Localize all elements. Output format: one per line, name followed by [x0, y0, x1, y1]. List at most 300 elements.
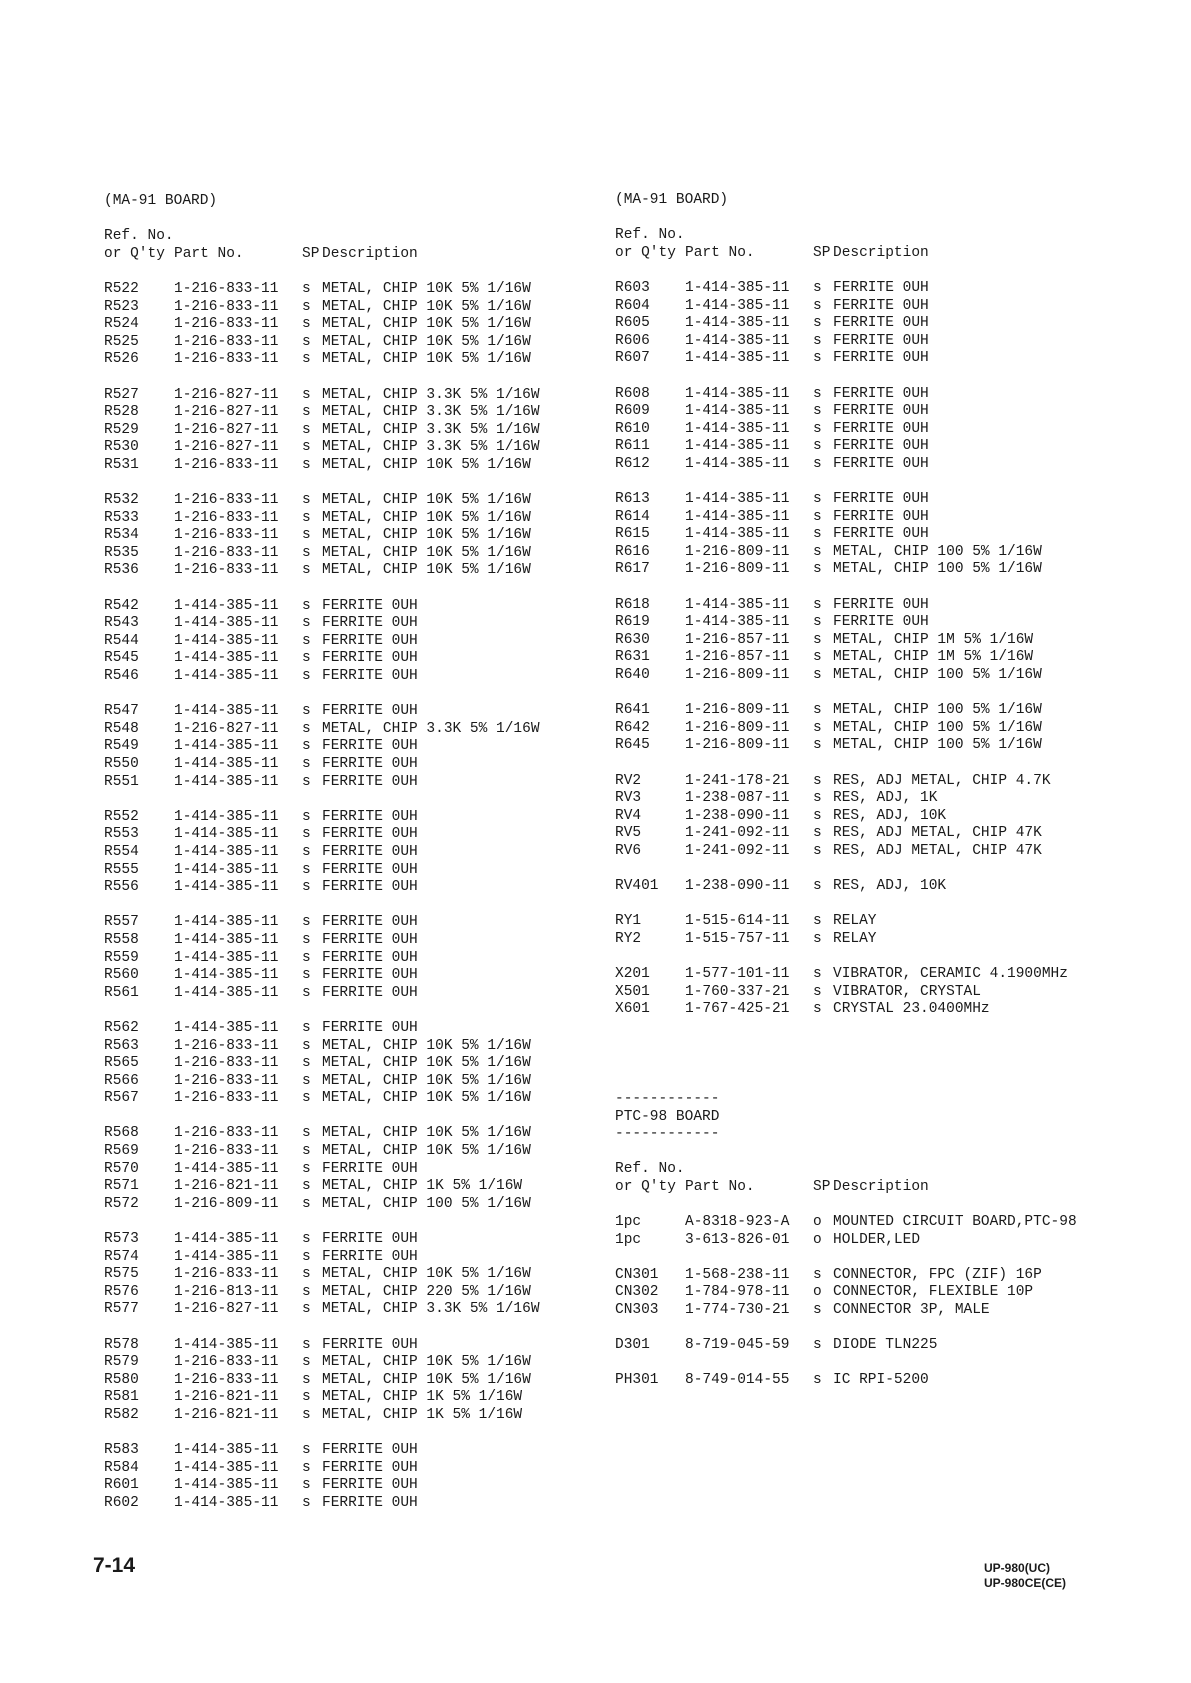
description: FERRITE 0UH [322, 1248, 418, 1265]
part-number: 1-760-337-21 [685, 983, 790, 1000]
board-title: (MA-91 BOARD) [615, 192, 729, 208]
part-row [104, 281, 604, 299]
part-number: 1-414-385-11 [685, 297, 790, 314]
description: METAL, CHIP 10K 5% 1/16W [322, 1055, 531, 1072]
description: METAL, CHIP 10K 5% 1/16W [322, 1354, 531, 1371]
ref-number: R606 [615, 332, 650, 349]
description: METAL, CHIP 100 5% 1/16W [833, 702, 1042, 719]
ref-number: R543 [104, 615, 139, 632]
sp-code: s [813, 526, 822, 543]
description: METAL, CHIP 100 5% 1/16W [833, 561, 1042, 578]
ref-number: R578 [104, 1336, 139, 1353]
ref-number: R570 [104, 1160, 139, 1177]
part-group [615, 491, 1175, 579]
part-row [104, 1372, 604, 1390]
part-number: 1-414-385-11 [174, 826, 279, 843]
part-row [615, 773, 1175, 791]
sp-code: s [302, 439, 311, 456]
divider-dashes: ------------ [615, 1126, 720, 1143]
part-number: 1-414-385-11 [174, 650, 279, 667]
part-number: 1-216-809-11 [685, 719, 790, 736]
description: METAL, CHIP 10K 5% 1/16W [322, 544, 531, 561]
sp-code: s [302, 280, 311, 297]
description: METAL, CHIP 10K 5% 1/16W [322, 1371, 531, 1388]
part-number: 1-414-385-11 [174, 738, 279, 755]
part-number: 1-414-385-11 [174, 931, 279, 948]
part-number: 1-238-087-11 [685, 790, 790, 807]
description: FERRITE 0UH [833, 279, 929, 296]
ref-number: R556 [104, 879, 139, 896]
ref-number: R542 [104, 597, 139, 614]
part-number: 1-767-425-21 [685, 1001, 790, 1018]
model-line-1: UP-980(UC) [984, 1561, 1051, 1575]
ref-number: R533 [104, 509, 139, 526]
part-number: 1-414-385-11 [685, 315, 790, 332]
part-row [104, 756, 604, 774]
part-number: 1-577-101-11 [685, 966, 790, 983]
column-header-line1: Ref. No. [615, 227, 685, 244]
sp-code: s [302, 1072, 311, 1089]
part-row [104, 422, 604, 440]
part-number: A-8318-923-A [685, 1214, 790, 1231]
ref-number: R584 [104, 1459, 139, 1476]
sp-code: s [813, 455, 822, 472]
part-row [104, 387, 604, 405]
ref-number: R612 [615, 455, 650, 472]
part-row [104, 404, 604, 422]
part-number: 1-216-833-11 [174, 1037, 279, 1054]
part-group [615, 773, 1175, 861]
part-number: 1-414-385-11 [174, 1336, 279, 1353]
part-row [615, 491, 1175, 509]
board-title: (MA-91 BOARD) [104, 193, 218, 209]
ref-number: R640 [615, 667, 650, 684]
sp-code: s [302, 1019, 311, 1036]
ref-number: R618 [615, 596, 650, 613]
sp-code: s [813, 315, 822, 332]
part-number: 1-414-385-11 [685, 526, 790, 543]
description: FERRITE 0UH [322, 808, 418, 825]
sp-code: s [813, 719, 822, 736]
ref-number: RV401 [615, 878, 659, 895]
description: METAL, CHIP 100 5% 1/16W [833, 543, 1042, 560]
sp-code: s [813, 1266, 822, 1283]
part-row [615, 667, 1175, 685]
description: DIODE TLN225 [833, 1337, 938, 1354]
sp-code: s [813, 1372, 822, 1389]
description: RELAY [833, 913, 877, 930]
divider-dashes: ------------ [615, 1090, 720, 1107]
ref-number: R531 [104, 456, 139, 473]
description: METAL, CHIP 1M 5% 1/16W [833, 649, 1034, 666]
part-number: 1-216-833-11 [174, 1354, 279, 1371]
ref-number: R524 [104, 316, 139, 333]
ref-number: R579 [104, 1354, 139, 1371]
part-number: 1-216-809-11 [685, 667, 790, 684]
part-row [615, 649, 1175, 667]
part-number: 1-414-385-11 [174, 668, 279, 685]
part-row [104, 1284, 604, 1302]
part-group [615, 702, 1175, 755]
sp-code: s [302, 1301, 311, 1318]
sp-code: s [302, 1459, 311, 1476]
ref-number: R631 [615, 649, 650, 666]
ref-number: R547 [104, 703, 139, 720]
description: CRYSTAL 23.0400MHz [833, 1001, 990, 1018]
part-number: 1-238-090-11 [685, 807, 790, 824]
description: METAL, CHIP 3.3K 5% 1/16W [322, 421, 540, 438]
ref-number: R611 [615, 438, 650, 455]
ref-number: R619 [615, 614, 650, 631]
part-row [615, 526, 1175, 544]
sp-code: s [302, 843, 311, 860]
ref-number: R530 [104, 439, 139, 456]
description: FERRITE 0UH [833, 297, 929, 314]
part-row [104, 545, 604, 563]
ref-number: X501 [615, 983, 650, 1000]
description: FERRITE 0UH [322, 984, 418, 1001]
part-number: 1-414-385-11 [174, 1442, 279, 1459]
part-number: 1-216-833-11 [174, 1125, 279, 1142]
part-number: 1-216-827-11 [174, 439, 279, 456]
ref-number: PH301 [615, 1372, 659, 1389]
part-number: 1-414-385-11 [174, 1459, 279, 1476]
description: FERRITE 0UH [322, 843, 418, 860]
part-row [615, 1284, 1175, 1302]
part-row [615, 931, 1175, 949]
sp-code: s [302, 544, 311, 561]
part-row [615, 350, 1175, 368]
part-number: 1-216-833-11 [174, 1371, 279, 1388]
part-row [615, 913, 1175, 931]
part-row [104, 1196, 604, 1214]
header-sp: SP [813, 244, 831, 261]
part-row [104, 1337, 604, 1355]
part-row [615, 1267, 1175, 1285]
sp-code: s [302, 509, 311, 526]
part-number: 1-414-385-11 [685, 279, 790, 296]
part-number: 1-216-833-11 [174, 333, 279, 350]
description: RES, ADJ METAL, CHIP 47K [833, 825, 1042, 842]
sp-code: s [302, 773, 311, 790]
description: FERRITE 0UH [322, 615, 418, 632]
part-group [104, 809, 604, 897]
sp-code: s [813, 913, 822, 930]
part-row [104, 527, 604, 545]
sp-code: s [813, 297, 822, 314]
part-number: 1-216-833-11 [174, 527, 279, 544]
ref-number: R610 [615, 420, 650, 437]
part-number: 1-414-385-11 [174, 843, 279, 860]
part-row [104, 1020, 604, 1038]
description: FERRITE 0UH [833, 350, 929, 367]
part-number: 1-216-833-11 [174, 351, 279, 368]
description: METAL, CHIP 3.3K 5% 1/16W [322, 1301, 540, 1318]
part-number: 8-719-045-59 [685, 1337, 790, 1354]
description: FERRITE 0UH [322, 879, 418, 896]
ref-number: R548 [104, 720, 139, 737]
ref-number: R573 [104, 1231, 139, 1248]
sp-code: s [813, 790, 822, 807]
sp-code: s [302, 1125, 311, 1142]
part-number: 1-216-833-11 [174, 280, 279, 297]
column-header [104, 246, 604, 264]
description: METAL, CHIP 10K 5% 1/16W [322, 298, 531, 315]
part-number: 1-414-385-11 [685, 420, 790, 437]
part-group [104, 1020, 604, 1108]
part-row [615, 1214, 1175, 1232]
header-part: Part No. [685, 244, 755, 261]
sp-code: s [302, 826, 311, 843]
sp-code: s [302, 527, 311, 544]
part-row [615, 561, 1175, 579]
part-group [104, 387, 604, 475]
sp-code: s [302, 914, 311, 931]
ref-number: R563 [104, 1037, 139, 1054]
ref-number: R580 [104, 1371, 139, 1388]
sp-code: s [813, 966, 822, 983]
sp-code: s [302, 1406, 311, 1423]
ref-number: R555 [104, 861, 139, 878]
part-group [615, 597, 1175, 685]
description: FERRITE 0UH [833, 455, 929, 472]
part-number: 1-414-385-11 [174, 1231, 279, 1248]
part-row [104, 668, 604, 686]
part-row [104, 1407, 604, 1425]
ref-number: 1pc [615, 1214, 642, 1231]
sp-code: s [813, 737, 822, 754]
ref-number: R532 [104, 492, 139, 509]
description: METAL, CHIP 100 5% 1/16W [833, 719, 1042, 736]
ref-number: R607 [615, 350, 650, 367]
ref-number: CN303 [615, 1302, 659, 1319]
part-row [104, 562, 604, 580]
part-number: 1-216-833-11 [174, 562, 279, 579]
sp-code: s [302, 1477, 311, 1494]
sp-code: s [813, 702, 822, 719]
part-number: 1-414-385-11 [685, 508, 790, 525]
sp-code: s [302, 1248, 311, 1265]
part-group [615, 386, 1175, 474]
part-row [615, 790, 1175, 808]
part-number: 1-216-833-11 [174, 1055, 279, 1072]
sp-code: s [302, 949, 311, 966]
sp-code: s [302, 1336, 311, 1353]
sp-code: s [302, 597, 311, 614]
page-number: 7-14 [93, 1554, 136, 1577]
ref-number: R576 [104, 1283, 139, 1300]
part-row [615, 1232, 1175, 1250]
part-number: 1-216-833-11 [174, 456, 279, 473]
description: RELAY [833, 930, 877, 947]
part-row [104, 1266, 604, 1284]
part-number: 1-414-385-11 [685, 332, 790, 349]
sp-code: s [302, 1037, 311, 1054]
description: METAL, CHIP 10K 5% 1/16W [322, 1125, 531, 1142]
header-sp: SP [302, 245, 320, 262]
part-row [615, 843, 1175, 861]
ref-number: R550 [104, 756, 139, 772]
ref-number: X601 [615, 1001, 650, 1018]
part-number: 1-414-385-11 [174, 984, 279, 1001]
description: FERRITE 0UH [322, 756, 418, 772]
description: VIBRATOR, CRYSTAL [833, 983, 981, 1000]
part-number: 1-216-827-11 [174, 421, 279, 438]
ref-number: R557 [104, 914, 139, 931]
part-number: 3-613-826-01 [685, 1231, 790, 1248]
part-group [104, 281, 604, 369]
description: FERRITE 0UH [322, 949, 418, 966]
sp-code: s [813, 350, 822, 367]
ref-number: R526 [104, 351, 139, 368]
sp-code: s [302, 668, 311, 685]
part-row [615, 403, 1175, 421]
part-number: 1-216-809-11 [685, 737, 790, 754]
part-row [104, 914, 604, 932]
sp-code: s [302, 756, 311, 772]
ref-number: RV3 [615, 790, 642, 807]
header-ref: or Q'ty [615, 244, 676, 261]
part-number: 1-568-238-11 [685, 1266, 790, 1283]
sp-code: s [302, 703, 311, 720]
part-number: 1-414-385-11 [174, 597, 279, 614]
description: FERRITE 0UH [322, 738, 418, 755]
description: FERRITE 0UH [322, 1231, 418, 1248]
description: METAL, CHIP 10K 5% 1/16W [322, 456, 531, 473]
sp-code: s [813, 385, 822, 402]
description: METAL, CHIP 1K 5% 1/16W [322, 1389, 523, 1406]
part-row [615, 1372, 1175, 1390]
part-number: 8-749-014-55 [685, 1372, 790, 1389]
part-number: 1-774-730-21 [685, 1302, 790, 1319]
sp-code: s [302, 421, 311, 438]
description: RES, ADJ METAL, CHIP 4.7K [833, 772, 1051, 789]
part-row [104, 879, 604, 897]
sp-code: s [813, 279, 822, 296]
ref-number: R535 [104, 544, 139, 561]
part-number: 1-216-809-11 [685, 702, 790, 719]
description: METAL, CHIP 10K 5% 1/16W [322, 280, 531, 297]
part-number: 1-216-813-11 [174, 1283, 279, 1300]
part-row [615, 720, 1175, 738]
description: METAL, CHIP 3.3K 5% 1/16W [322, 404, 540, 421]
sp-code: s [302, 386, 311, 403]
part-row [104, 598, 604, 616]
part-row [104, 1178, 604, 1196]
description: METAL, CHIP 1K 5% 1/16W [322, 1178, 523, 1195]
sp-code: s [302, 1371, 311, 1388]
description: FERRITE 0UH [322, 597, 418, 614]
sp-code: s [302, 861, 311, 878]
ref-number: 1pc [615, 1231, 642, 1248]
description: FERRITE 0UH [322, 773, 418, 790]
sp-code: s [813, 508, 822, 525]
part-row [615, 966, 1175, 984]
description: IC RPI-5200 [833, 1372, 929, 1389]
ref-number: RV6 [615, 842, 642, 859]
sp-code: s [302, 808, 311, 825]
sp-code: s [813, 649, 822, 666]
sp-code: s [813, 332, 822, 349]
ref-number: R571 [104, 1178, 139, 1195]
ref-number: R553 [104, 826, 139, 843]
sp-code: s [302, 1143, 311, 1160]
ref-number: R572 [104, 1195, 139, 1212]
ref-number: R562 [104, 1019, 139, 1036]
part-number: 1-784-978-11 [685, 1284, 790, 1301]
ref-number: R527 [104, 386, 139, 403]
description: METAL, CHIP 10K 5% 1/16W [322, 316, 531, 333]
sp-code: s [302, 1055, 311, 1072]
part-number: 1-216-833-11 [174, 1266, 279, 1283]
ref-number: R614 [615, 508, 650, 525]
model-line-2: UP-980CE(CE) [984, 1576, 1067, 1590]
column-header-line1: Ref. No. [615, 1161, 685, 1178]
sp-code: s [302, 1389, 311, 1406]
part-number: 1-414-385-11 [685, 455, 790, 472]
header-part: Part No. [685, 1178, 755, 1195]
part-row [615, 1337, 1175, 1355]
part-row [104, 492, 604, 510]
part-number: 1-216-833-11 [174, 298, 279, 315]
part-row [615, 1001, 1175, 1019]
description: FERRITE 0UH [833, 315, 929, 332]
sp-code: s [302, 1266, 311, 1283]
part-row [615, 280, 1175, 298]
description: FERRITE 0UH [322, 1442, 418, 1459]
parts-list [615, 280, 1175, 1019]
description: METAL, CHIP 1K 5% 1/16W [322, 1406, 523, 1423]
sp-code: s [302, 1178, 311, 1195]
ref-number: RV5 [615, 825, 642, 842]
part-group [104, 1442, 604, 1512]
part-row [104, 1073, 604, 1091]
ref-number: R582 [104, 1406, 139, 1423]
ref-number: R549 [104, 738, 139, 755]
ref-number: R529 [104, 421, 139, 438]
part-number: 1-216-833-11 [174, 1143, 279, 1160]
ref-number: R630 [615, 631, 650, 648]
description: VIBRATOR, CERAMIC 4.1900MHz [833, 966, 1068, 983]
sp-code: o [813, 1284, 822, 1301]
part-number: 1-216-821-11 [174, 1406, 279, 1423]
ref-number: R608 [615, 385, 650, 402]
part-row [104, 1055, 604, 1073]
part-row [104, 633, 604, 651]
ref-number: R544 [104, 632, 139, 649]
left-column [104, 193, 604, 1513]
part-number: 1-414-385-11 [685, 350, 790, 367]
ref-number: R601 [104, 1477, 139, 1494]
part-row [615, 315, 1175, 333]
description: METAL, CHIP 10K 5% 1/16W [322, 1072, 531, 1089]
description: METAL, CHIP 220 5% 1/16W [322, 1283, 531, 1300]
sp-code: s [813, 491, 822, 508]
part-number: 1-414-385-11 [174, 967, 279, 984]
part-number: 1-216-857-11 [685, 631, 790, 648]
part-number: 1-414-385-11 [685, 614, 790, 631]
part-row [104, 1038, 604, 1056]
sp-code: s [302, 1283, 311, 1300]
part-number: 1-414-385-11 [174, 949, 279, 966]
description: FERRITE 0UH [833, 332, 929, 349]
part-number: 1-216-827-11 [174, 720, 279, 737]
ref-number: R583 [104, 1442, 139, 1459]
ref-number: CN301 [615, 1266, 659, 1283]
part-number: 1-414-385-11 [685, 385, 790, 402]
part-number: 1-216-833-11 [174, 509, 279, 526]
sp-code: s [813, 807, 822, 824]
